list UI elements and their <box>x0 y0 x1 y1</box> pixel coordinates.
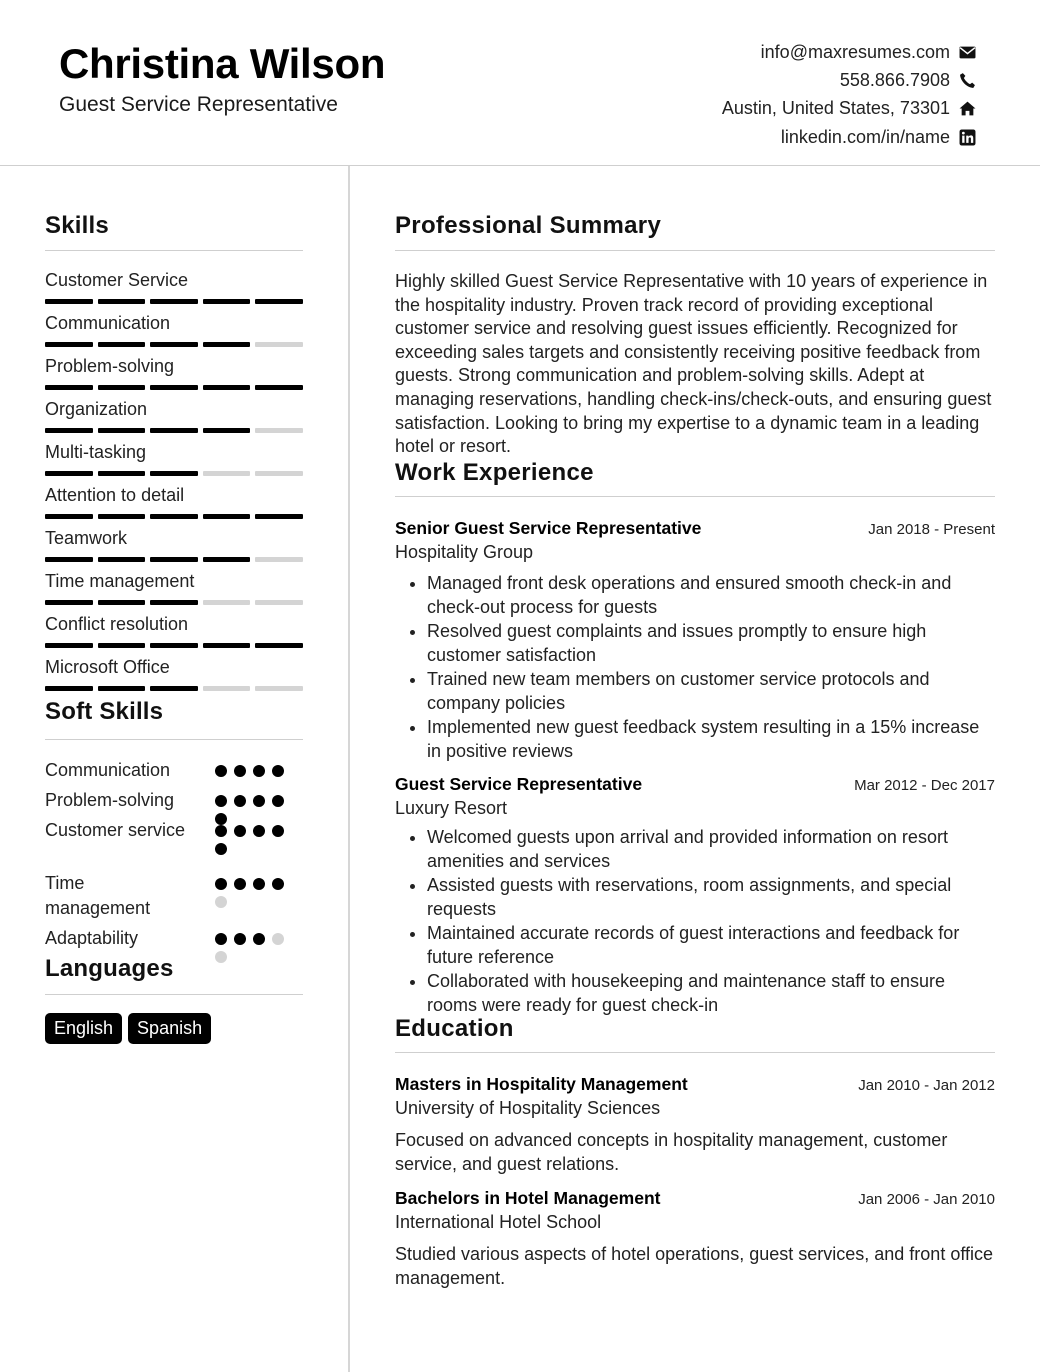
education-date: Jan 2006 - Jan 2010 <box>858 1191 995 1208</box>
languages-list <box>45 1013 211 1044</box>
skill-name: Time management <box>45 571 195 591</box>
rating-dot <box>253 825 265 837</box>
skill-item <box>45 313 303 347</box>
skill-level-segment <box>150 557 198 562</box>
soft-skills-heading: Soft Skills <box>45 698 164 725</box>
rating-dot <box>215 795 227 807</box>
skill-level-segment <box>150 686 198 691</box>
job-bullets <box>395 571 995 763</box>
skill-level-segment <box>150 471 198 476</box>
skill-level-segment <box>203 557 251 562</box>
skill-item <box>45 571 303 605</box>
skill-level-bar <box>45 428 303 433</box>
rating-dot <box>272 825 284 837</box>
rating-dot <box>272 933 284 945</box>
contact-phone-text: 558.866.7908 <box>839 69 950 90</box>
education-description: Studied various aspects of hotel operations, guest services, and front office management. <box>395 1244 994 1288</box>
rating-dot <box>272 765 284 777</box>
skill-name: Communication <box>45 313 171 333</box>
job-date: Jan 2018 - Present <box>868 521 995 538</box>
skill-level-bar <box>45 299 303 304</box>
job-bullet: • Welcomed guests upon arrival and provided information on resort amenities and services <box>427 825 995 873</box>
experience-rule <box>395 496 995 497</box>
skill-level-bar <box>45 471 303 476</box>
experience-heading: Work Experience <box>395 459 594 486</box>
skill-item <box>45 614 303 648</box>
skill-level-segment <box>255 557 303 562</box>
language-tag: Spanish <box>128 1013 211 1044</box>
skill-level-segment <box>203 385 251 390</box>
skill-level-segment <box>150 299 198 304</box>
skill-level-segment <box>255 385 303 390</box>
skill-level-segment <box>45 514 93 519</box>
rating-dot <box>234 795 246 807</box>
skill-level-bar <box>45 600 303 605</box>
education-date: Jan 2010 - Jan 2012 <box>858 1077 995 1094</box>
skills-rule <box>45 250 303 251</box>
skill-level-segment <box>203 643 251 648</box>
skill-level-segment <box>203 299 251 304</box>
skill-level-segment <box>98 342 146 347</box>
contact-address <box>722 95 976 123</box>
job-bullet: • Assisted guests with reservations, room assignments, and special requests <box>427 873 995 921</box>
skill-level-segment <box>45 385 93 390</box>
skill-level-segment <box>98 385 146 390</box>
skill-item <box>45 442 303 476</box>
skill-level-segment <box>150 428 198 433</box>
skill-level-segment <box>150 385 198 390</box>
summary-heading: Professional Summary <box>395 212 662 239</box>
skill-level-segment <box>45 686 93 691</box>
rating-dot <box>215 765 227 777</box>
skill-level-segment <box>255 600 303 605</box>
skill-level-segment <box>150 643 198 648</box>
skill-name: Microsoft Office <box>45 657 170 677</box>
rating-dot <box>234 765 246 777</box>
job-bullet: • Maintained accurate records of guest interactions and feedback for future reference <box>427 921 995 969</box>
skill-level-segment <box>203 600 251 605</box>
job-bullet: • Collaborated with housekeeping and maintenance staff to ensure rooms were ready for guest check-in <box>427 969 995 1017</box>
job-company: Luxury Resort <box>395 798 508 818</box>
contact-address-text: Austin, United States, 73301 <box>721 98 950 119</box>
rating-dot <box>215 825 227 837</box>
skill-level-segment <box>98 686 146 691</box>
skill-level-segment <box>203 471 251 476</box>
rating-dot <box>234 933 246 945</box>
soft-skill-name: Time management <box>45 873 151 918</box>
summary-text: Highly skilled Guest Service Representative with 10 years of experience in the hospitality industry. Proven track record of providing exceptional customer service and resolving guest issues efficiently. Recognized for exceeding sales targets and consistently receiving positive feedback from guests. Strong communication and problem-solving skills. Adept at managing reservations, handling check-ins/check-outs, and ensuring guest satisfaction. Looking to bring my expertise to a dynamic team in a leading hotel or resort. <box>395 271 992 457</box>
degree-title: Masters in Hospitality Management <box>395 1074 688 1094</box>
education-entry <box>395 1074 995 1176</box>
skill-level-segment <box>203 686 251 691</box>
skill-level-bar <box>45 643 303 648</box>
skill-level-segment <box>150 342 198 347</box>
skill-level-bar <box>45 514 303 519</box>
job-title: Guest Service Representative <box>395 774 643 794</box>
languages-rule <box>45 994 303 995</box>
job-company: Hospitality Group <box>395 542 534 562</box>
rating-dot <box>215 813 227 825</box>
rating-dot <box>215 933 227 945</box>
contact-list <box>722 38 976 151</box>
job-entry <box>395 774 995 1017</box>
skill-item <box>45 528 303 562</box>
skill-level-segment <box>98 514 146 519</box>
school-name: International Hotel School <box>395 1212 602 1232</box>
soft-skill-rating <box>215 933 295 963</box>
skill-level-segment <box>45 557 93 562</box>
skill-level-segment <box>45 428 93 433</box>
skill-level-segment <box>255 686 303 691</box>
education-heading: Education <box>395 1015 514 1042</box>
skill-level-bar <box>45 557 303 562</box>
education-description: Focused on advanced concepts in hospitality management, customer service, and guest relations. <box>395 1130 948 1174</box>
rating-dot <box>215 951 227 963</box>
candidate-name: Christina Wilson <box>59 40 386 87</box>
contact-phone[interactable] <box>722 66 976 94</box>
skill-name: Multi-tasking <box>45 442 147 462</box>
skill-name: Conflict resolution <box>45 614 189 634</box>
education-rule <box>395 1052 995 1053</box>
language-tag: English <box>45 1013 122 1044</box>
rating-dot <box>272 795 284 807</box>
job-date: Mar 2012 - Dec 2017 <box>854 777 995 794</box>
skill-level-segment <box>45 600 93 605</box>
skill-level-segment <box>98 471 146 476</box>
soft-skill-rating <box>215 765 295 777</box>
skill-item <box>45 270 303 304</box>
contact-linkedin-text: linkedin.com/in/name <box>780 126 950 147</box>
home-icon <box>958 100 976 118</box>
skill-level-segment <box>98 428 146 433</box>
skill-name: Problem-solving <box>45 356 175 376</box>
skill-level-segment <box>45 471 93 476</box>
rating-dot <box>234 825 246 837</box>
rating-dot <box>272 878 284 890</box>
skill-item <box>45 356 303 390</box>
skill-item <box>45 485 303 519</box>
skill-level-segment <box>255 471 303 476</box>
rating-dot <box>253 795 265 807</box>
soft-skill-name: Customer service <box>45 820 186 840</box>
job-title: Senior Guest Service Representative <box>395 518 702 538</box>
skill-level-segment <box>255 342 303 347</box>
job-bullet: • Resolved guest complaints and issues promptly to ensure high customer satisfaction <box>427 619 995 667</box>
skill-item <box>45 657 303 691</box>
skills-heading: Skills <box>45 212 109 239</box>
job-bullet: • Trained new team members on customer service protocols and company policies <box>427 667 995 715</box>
languages-heading: Languages <box>45 955 174 982</box>
skill-level-segment <box>255 514 303 519</box>
skill-level-segment <box>45 643 93 648</box>
skill-name: Customer Service <box>45 270 189 290</box>
job-entry <box>395 518 995 763</box>
job-bullets <box>395 825 995 1017</box>
skill-level-segment <box>98 299 146 304</box>
skill-level-segment <box>45 299 93 304</box>
rating-dot <box>234 878 246 890</box>
skill-level-segment <box>203 428 251 433</box>
skill-level-bar <box>45 342 303 347</box>
skill-level-segment <box>150 514 198 519</box>
rating-dot <box>215 843 227 855</box>
soft-skills-rule <box>45 739 303 740</box>
skill-level-segment <box>98 643 146 648</box>
resume-header <box>0 0 1040 166</box>
skill-level-segment <box>45 342 93 347</box>
rating-dot <box>253 765 265 777</box>
skill-name: Teamwork <box>45 528 128 548</box>
job-bullet: • Managed front desk operations and ensured smooth check-in and check-out process for guests <box>427 571 995 619</box>
skill-level-segment <box>203 342 251 347</box>
soft-skill-rating <box>215 878 295 908</box>
skill-level-segment <box>255 299 303 304</box>
job-bullet: • Implemented new guest feedback system resulting in a 15% increase in positive reviews <box>427 715 995 763</box>
candidate-title: Guest Service Representative <box>59 93 338 116</box>
contact-email[interactable] <box>722 38 976 66</box>
skill-level-segment <box>255 428 303 433</box>
linkedin-icon <box>958 128 976 146</box>
soft-skill-rating <box>215 795 295 825</box>
contact-email-text: info@maxresumes.com <box>760 41 950 62</box>
skill-level-bar <box>45 686 303 691</box>
rating-dot <box>253 933 265 945</box>
contact-linkedin[interactable] <box>722 123 976 151</box>
skill-level-segment <box>255 643 303 648</box>
phone-icon <box>958 71 976 89</box>
skill-level-segment <box>98 557 146 562</box>
skill-level-segment <box>98 600 146 605</box>
school-name: University of Hospitality Sciences <box>395 1098 661 1118</box>
skill-name: Organization <box>45 399 148 419</box>
skill-item <box>45 399 303 433</box>
soft-skill-name: Problem-solving <box>45 790 175 810</box>
column-divider <box>348 166 350 1372</box>
soft-skill-name: Communication <box>45 760 171 780</box>
education-entry <box>395 1188 995 1290</box>
skill-level-segment <box>203 514 251 519</box>
envelope-icon <box>958 43 976 61</box>
rating-dot <box>253 878 265 890</box>
summary-rule <box>395 250 995 251</box>
skill-name: Attention to detail <box>45 485 185 505</box>
rating-dot <box>215 878 227 890</box>
skill-level-bar <box>45 385 303 390</box>
rating-dot <box>215 896 227 908</box>
soft-skill-name: Adaptability <box>45 928 139 948</box>
degree-title: Bachelors in Hotel Management <box>395 1188 661 1208</box>
soft-skill-rating <box>215 825 295 855</box>
skill-level-segment <box>150 600 198 605</box>
